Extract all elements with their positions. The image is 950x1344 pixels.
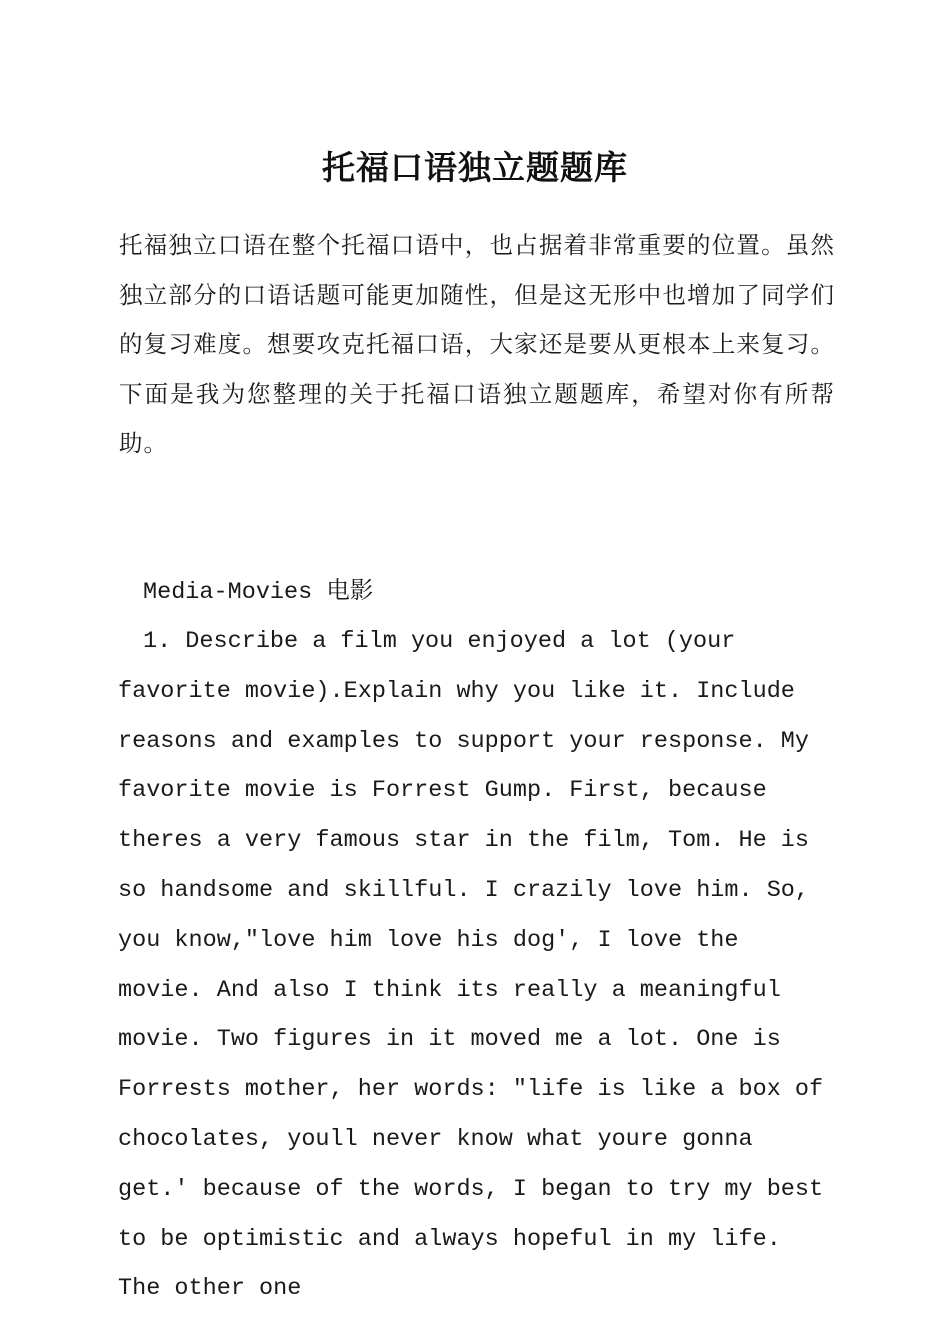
section-heading: Media-Movies 电影 (143, 579, 374, 606)
document-title: 托福口语独立题题库 (322, 148, 628, 187)
answer-paragraph: 1. Describe a film you enjoyed a lot (your favorite movie).Explain why you like it. Include reasons and examples to support your response. My favorite movie is Forrest Gump. First, because theres a very famous star in the film, Tom. He is so handsome and skillful. I crazily love him. So, you know,"love him love his dog', I love the movie. And also I think its really a meaningful movie. Two figures in it moved me a lot. One is Forrests mother, her words: "life is like a box of chocolates, youll never know what youre gonna get.' because of the words, I began to try my best to be optimistic and always hopeful in my life. The other one (118, 628, 824, 1303)
intro-paragraph: 托福独立口语在整个托福口语中，也占据着非常重要的位置。虽然独立部分的口语话题可能更加随性，但是这无形中也增加了同学们的复习难度。想要攻克托福口语，大家还是要从更根本上来复习。下面是我为您整理的关于托福口语独立题题库，希望对你有所帮助。 (119, 231, 835, 458)
